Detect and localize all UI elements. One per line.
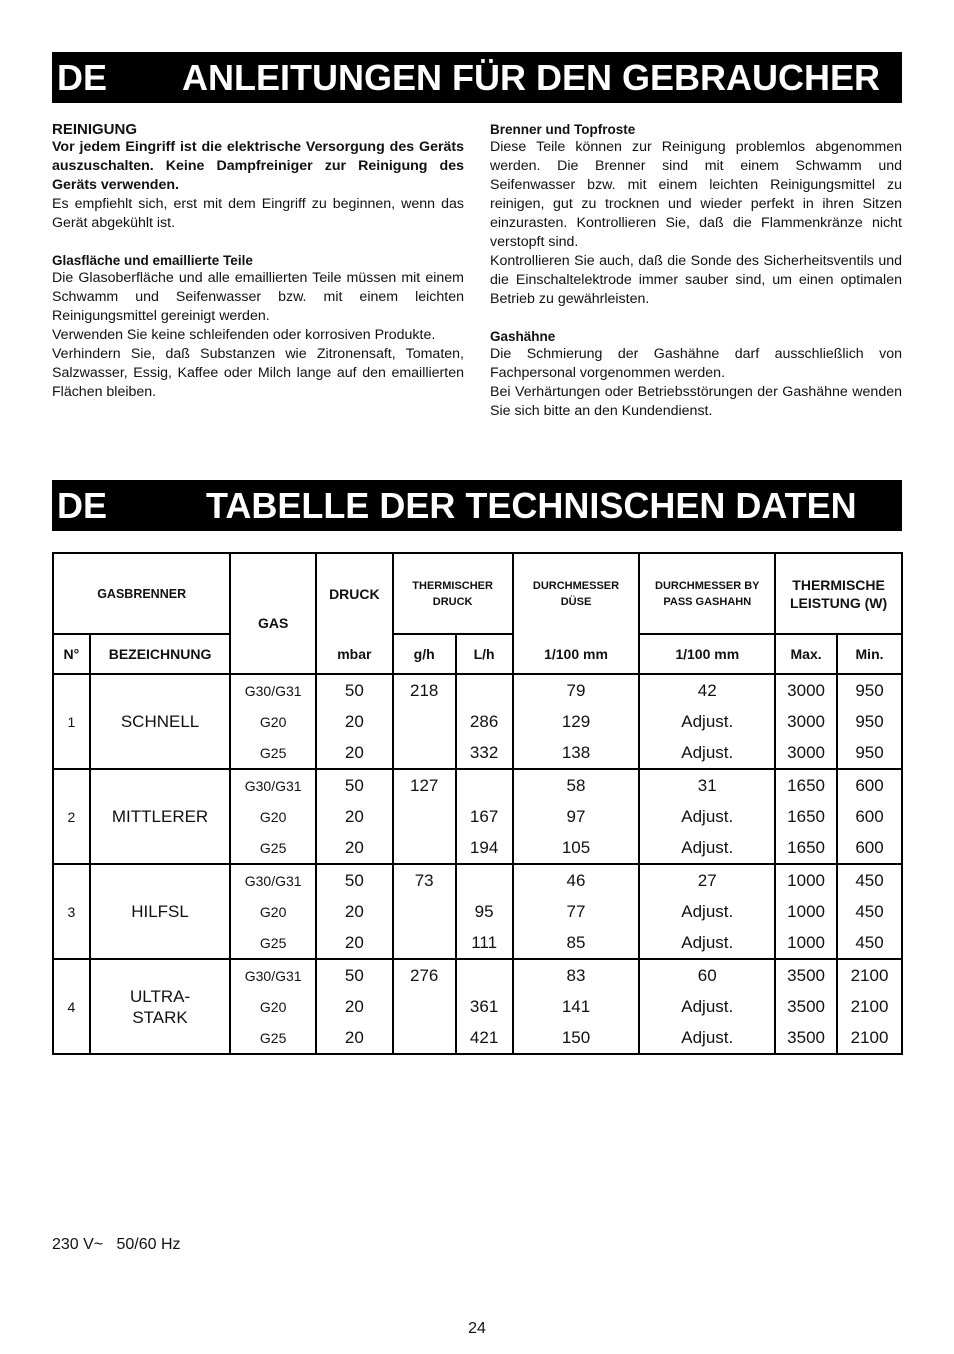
- gas-type: G30/G31: [230, 769, 316, 801]
- table-row: [53, 674, 902, 706]
- language-code: DE: [57, 485, 108, 526]
- header-gasbrenner: GASBRENNER: [53, 553, 230, 634]
- power-max: 1650: [775, 801, 837, 832]
- power-max: 1650: [775, 769, 837, 801]
- power-min: 600: [837, 769, 902, 801]
- bypass-diameter: Adjust.: [639, 927, 775, 959]
- flow-gh: 127: [393, 769, 456, 801]
- flow-gh: 276: [393, 959, 456, 991]
- bypass-diameter: Adjust.: [639, 1022, 775, 1054]
- gas-type: G30/G31: [230, 959, 316, 991]
- header-min: Min.: [837, 634, 902, 674]
- bypass-diameter: 60: [639, 959, 775, 991]
- glass-enamel-text-1: Die Glasoberfläche und alle emaillierten Teile müssen mit einem Schwamm und Seifenwasser bzw. mit einem leichten Reinigungsmittel gereinigt werden.: [52, 270, 464, 324]
- nozzle-diameter: 77: [513, 896, 640, 927]
- header-thermische-leistung-text: THERMISCHE LEISTUNG (W): [789, 576, 888, 611]
- header-mm-bypass: 1/100 mm: [639, 634, 775, 674]
- power-max: 1650: [775, 832, 837, 864]
- power-min: 450: [837, 927, 902, 959]
- power-max: 1000: [775, 864, 837, 896]
- flow-gh: 218: [393, 674, 456, 706]
- nozzle-diameter: 83: [513, 959, 640, 991]
- power-max: 3500: [775, 991, 837, 1022]
- power-min: 450: [837, 864, 902, 896]
- voltage-rating: 230 V~ 50/60 Hz: [52, 1236, 181, 1253]
- flow-lh: 167: [456, 801, 513, 832]
- power-max: 3000: [775, 674, 837, 706]
- gas-type: G25: [230, 927, 316, 959]
- flow-lh: [456, 674, 513, 706]
- nozzle-diameter: 138: [513, 737, 640, 769]
- bypass-diameter: Adjust.: [639, 896, 775, 927]
- flow-gh: 73: [393, 864, 456, 896]
- power-min: 600: [837, 801, 902, 832]
- flow-lh: 194: [456, 832, 513, 864]
- gas-type: G30/G31: [230, 864, 316, 896]
- gas-type: G30/G31: [230, 674, 316, 706]
- header-thermischer-druck-text: THERMISCHER DRUCK: [412, 579, 493, 608]
- glass-enamel-text-2: Verwenden Sie keine schleifenden oder korrosiven Produkte.: [52, 327, 436, 343]
- gas-taps-text-2: Bei Verhärtungen oder Betriebsstörungen der Gashähne wenden Sie sich bitte an den Kundendienst.: [490, 384, 902, 419]
- power-max: 3000: [775, 706, 837, 737]
- cleaning-heading: REINIGUNG: [52, 121, 138, 138]
- safety-warning: Vor jedem Eingriff ist die elektrische Versorgung des Geräts auszuschalten. Keine Dampfreiniger zur Reinigung des Geräts verwenden.: [52, 139, 464, 193]
- language-code: DE: [57, 57, 108, 98]
- nozzle-diameter: 105: [513, 832, 640, 864]
- flow-lh: [456, 959, 513, 991]
- burner-name: HILFSL: [90, 864, 231, 959]
- header-thermischer-druck: [393, 553, 513, 634]
- burner-name: MITTLERER: [90, 769, 231, 864]
- cleaning-column-right: [490, 121, 902, 421]
- pressure: 20: [316, 706, 393, 737]
- bypass-diameter: Adjust.: [639, 737, 775, 769]
- pressure: 50: [316, 864, 393, 896]
- power-max: 3500: [775, 1022, 837, 1054]
- header-gas: GAS: [230, 553, 316, 674]
- gas-type: G20: [230, 896, 316, 927]
- gas-type: G25: [230, 737, 316, 769]
- flow-gh: [393, 832, 456, 864]
- flow-gh: [393, 737, 456, 769]
- flow-lh: 361: [456, 991, 513, 1022]
- power-min: 600: [837, 832, 902, 864]
- flow-gh: [393, 1022, 456, 1054]
- glass-enamel-heading: Glasfläche und emaillierte Teile: [52, 253, 253, 268]
- bypass-diameter: Adjust.: [639, 991, 775, 1022]
- technical-data-table: [52, 552, 903, 1055]
- header-max: Max.: [775, 634, 837, 674]
- burner-number: 1: [53, 674, 90, 769]
- burner-number: 2: [53, 769, 90, 864]
- section-title: ANLEITUNGEN FÜR DEN GEBRAUCHER: [182, 57, 881, 98]
- flow-gh: [393, 896, 456, 927]
- nozzle-diameter: 129: [513, 706, 640, 737]
- flow-gh: [393, 801, 456, 832]
- power-min: 2100: [837, 959, 902, 991]
- pressure: 20: [316, 737, 393, 769]
- gas-type: G20: [230, 801, 316, 832]
- power-min: 950: [837, 737, 902, 769]
- pressure: 20: [316, 896, 393, 927]
- nozzle-diameter: 97: [513, 801, 640, 832]
- header-druck: DRUCK: [316, 553, 393, 634]
- flow-lh: 111: [456, 927, 513, 959]
- bypass-diameter: 42: [639, 674, 775, 706]
- pressure: 20: [316, 991, 393, 1022]
- pressure: 50: [316, 769, 393, 801]
- header-mbar: mbar: [316, 634, 393, 674]
- power-min: 950: [837, 674, 902, 706]
- flow-gh: [393, 991, 456, 1022]
- pressure: 20: [316, 927, 393, 959]
- burner-number: 4: [53, 959, 90, 1054]
- nozzle-diameter: 79: [513, 674, 640, 706]
- gas-taps-heading: Gashähne: [490, 329, 556, 344]
- gas-type: G20: [230, 706, 316, 737]
- pressure: 20: [316, 1022, 393, 1054]
- pressure: 20: [316, 832, 393, 864]
- gas-type: G20: [230, 991, 316, 1022]
- header-nr: N°: [53, 634, 90, 674]
- flow-lh: 95: [456, 896, 513, 927]
- power-min: 2100: [837, 991, 902, 1022]
- bypass-diameter: 31: [639, 769, 775, 801]
- power-max: 3500: [775, 959, 837, 991]
- burner-name: ULTRA- STARK: [90, 959, 231, 1054]
- gas-type: G25: [230, 1022, 316, 1054]
- section-header-instructions: [52, 52, 902, 103]
- header-durchmesser-bypass-text: DURCHMESSER BY PASS GASHAHN: [655, 579, 760, 608]
- burner-name: SCHNELL: [90, 674, 231, 769]
- nozzle-diameter: 46: [513, 864, 640, 896]
- flow-gh: [393, 706, 456, 737]
- bypass-diameter: 27: [639, 864, 775, 896]
- header-durchmesser-bypass: [639, 553, 775, 634]
- table-row: [53, 769, 902, 801]
- section-header-technical-data: [52, 480, 902, 531]
- section-title: TABELLE DER TECHNISCHEN DATEN: [206, 485, 857, 526]
- cleaning-column-left: [52, 121, 464, 402]
- header-gh: g/h: [393, 634, 456, 674]
- pressure: 50: [316, 674, 393, 706]
- burners-grates-text-1: Diese Teile können zur Reinigung problemlos abgenommen werden. Die Brenner sind mit einem Schwamm und Seifenwasser bzw. mit einem leichten Reinigungsmittel zu reinigen, gut zu trocknen und wieder perfekt in ihren Sitzen einzurasten. Kontrollieren Sie, daß die Flammenkränze nicht verstopft sind.: [490, 139, 902, 250]
- nozzle-diameter: 141: [513, 991, 640, 1022]
- power-max: 3000: [775, 737, 837, 769]
- gas-type: G25: [230, 832, 316, 864]
- header-lh: L/h: [456, 634, 513, 674]
- nozzle-diameter: 85: [513, 927, 640, 959]
- flow-lh: 421: [456, 1022, 513, 1054]
- cleaning-intro: Es empfiehlt sich, erst mit dem Eingriff zu beginnen, wenn das Gerät abgekühlt ist.: [52, 196, 464, 231]
- burners-grates-heading: Brenner und Topfroste: [490, 122, 636, 137]
- header-mm-duese: 1/100 mm: [513, 634, 640, 674]
- table-row: [53, 959, 902, 991]
- gas-taps-text-1: Die Schmierung der Gashähne darf ausschließlich von Fachpersonal vorgenommen werden.: [490, 346, 902, 381]
- table-row: [53, 864, 902, 896]
- flow-lh: 332: [456, 737, 513, 769]
- power-min: 950: [837, 706, 902, 737]
- bypass-diameter: Adjust.: [639, 832, 775, 864]
- nozzle-diameter: 58: [513, 769, 640, 801]
- glass-enamel-text-3: Verhindern Sie, daß Substanzen wie Zitronensaft, Tomaten, Salzwasser, Essig, Kaffee oder Milch lange auf den emaillierten Flächen bleiben.: [52, 346, 464, 400]
- burners-grates-text-2: Kontrollieren Sie auch, daß die Sonde des Sicherheitsventils und die Einschaltelektrode immer sauber sind, um einen optimalen Betrieb zu gewährleisten.: [490, 253, 902, 307]
- header-durchmesser-duese: [513, 553, 640, 634]
- bypass-diameter: Adjust.: [639, 801, 775, 832]
- header-bezeichnung: BEZEICHNUNG: [90, 634, 231, 674]
- header-durchmesser-duese-text: DURCHMESSER DÜSE: [532, 580, 620, 608]
- bypass-diameter: Adjust.: [639, 706, 775, 737]
- nozzle-diameter: 150: [513, 1022, 640, 1054]
- power-max: 1000: [775, 927, 837, 959]
- page-number: 24: [468, 1320, 486, 1337]
- power-max: 1000: [775, 896, 837, 927]
- power-min: 2100: [837, 1022, 902, 1054]
- flow-lh: [456, 769, 513, 801]
- burner-number: 3: [53, 864, 90, 959]
- flow-lh: [456, 864, 513, 896]
- flow-gh: [393, 927, 456, 959]
- pressure: 50: [316, 959, 393, 991]
- flow-lh: 286: [456, 706, 513, 737]
- header-thermische-leistung: [775, 553, 902, 634]
- pressure: 20: [316, 801, 393, 832]
- power-min: 450: [837, 896, 902, 927]
